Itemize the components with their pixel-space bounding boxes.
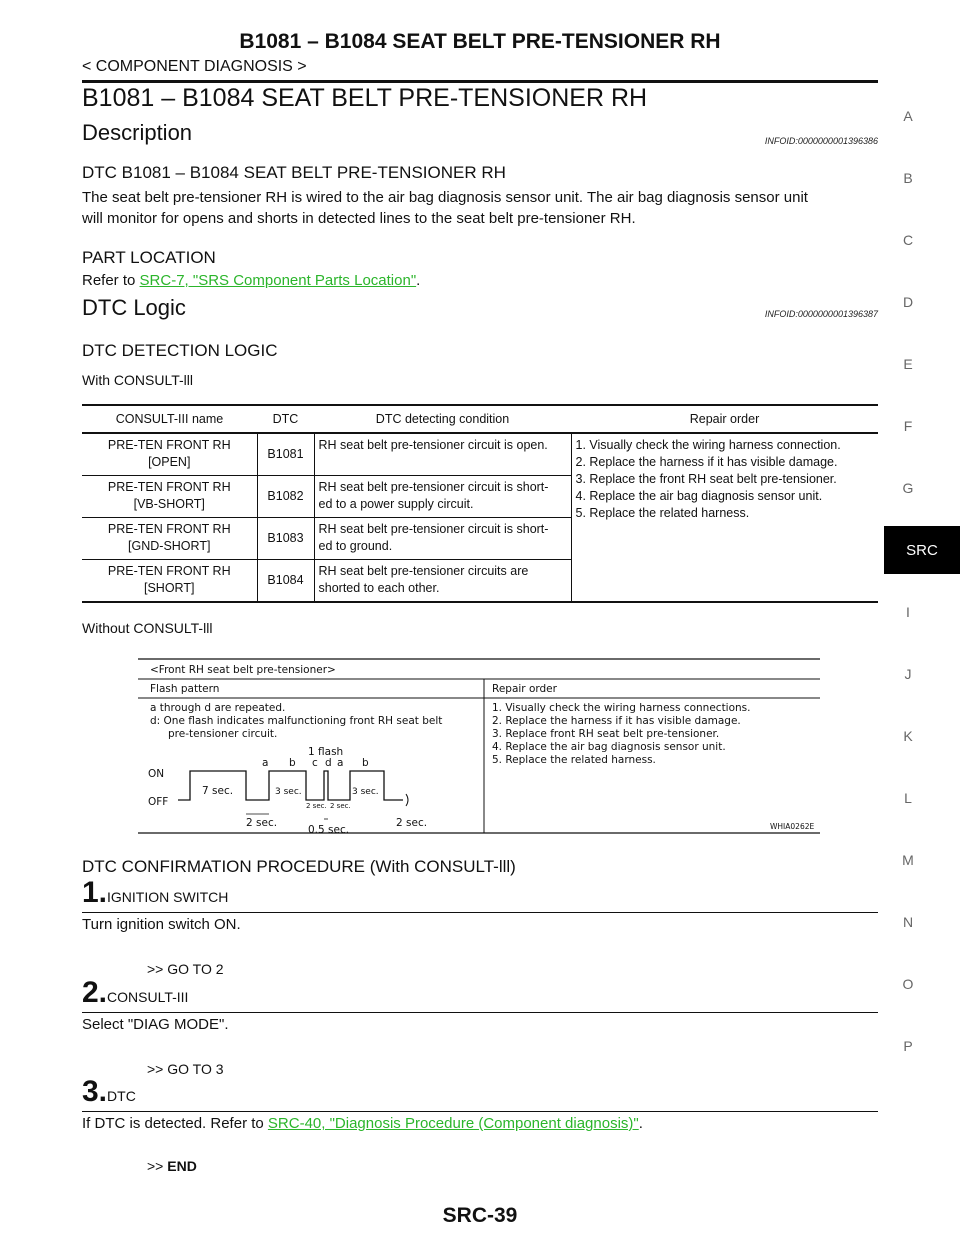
result-end: END <box>167 1158 197 1174</box>
diagram-col-flash: Flash pattern <box>150 683 220 695</box>
segment-letter: a <box>337 757 344 769</box>
dtc-description <box>82 187 882 229</box>
step-label: IGNITION SWITCH <box>107 889 229 905</box>
step-2-text: Select "DIAG MODE". <box>82 1016 229 1033</box>
repair-order-item: 1. Visually check the wiring harness connection. <box>575 438 841 452</box>
diagram-repair-item: 5. Replace the related harness. <box>492 754 656 766</box>
name-line: [OPEN] <box>148 455 191 469</box>
row-condition-cell <box>314 560 571 603</box>
step-3-text <box>82 1113 882 1134</box>
with-consult-label: With CONSULT-lll <box>82 372 193 388</box>
page-title: B1081 – B1084 SEAT BELT PRE-TENSIONER RH <box>82 84 648 112</box>
name-line: PRE-TEN FRONT RH <box>107 480 231 494</box>
repair-order-item: 3. Replace the front RH seat belt pre-tensioner. <box>575 472 837 486</box>
page-number: SRC-39 <box>442 1204 518 1227</box>
duration-label: 2 sec. <box>306 802 327 810</box>
figure-code: WHIA0262E <box>770 822 815 831</box>
condition-line: RH seat belt pre-tensioner circuits are <box>318 564 529 578</box>
header-rule <box>82 80 878 83</box>
step-number: 3. <box>82 1075 108 1108</box>
diagram-repair-item: 4. Replace the air bag diagnosis sensor unit. <box>492 741 726 753</box>
step-2-result: >> GO TO 3 <box>147 1061 224 1077</box>
diagram-title: <Front RH seat belt pre-tensioner> <box>150 664 336 676</box>
row-name-cell <box>82 560 257 603</box>
duration-label: 3 sec. <box>275 787 302 797</box>
condition-line: RH seat belt pre-tensioner circuit is short- <box>318 522 549 536</box>
diagram-repair-item: 1. Visually check the wiring harness connections. <box>492 702 751 714</box>
row-condition-cell <box>314 433 571 476</box>
dtc-table-header-row <box>82 405 878 433</box>
diagnosis-procedure-link[interactable]: SRC-40, "Diagnosis Procedure (Component diagnosis)" <box>267 1115 639 1132</box>
signal-on-label: ON <box>148 768 165 780</box>
index-letter-d[interactable]: D <box>902 294 914 310</box>
without-consult-label: Without CONSULT-lll <box>82 620 213 636</box>
repair-order-item: 2. Replace the harness if it has visible damage. <box>575 455 838 469</box>
diagram-repair-item: 2. Replace the harness if it has visible damage. <box>492 715 741 727</box>
step-label: DTC <box>107 1088 136 1104</box>
duration-label: 2 sec. <box>246 817 278 829</box>
flash-pattern-diagram <box>138 656 820 838</box>
condition-line: shorted to each other. <box>318 581 440 595</box>
step-1-header <box>82 876 228 910</box>
name-line: PRE-TEN FRONT RH <box>107 438 231 452</box>
col-header-name: CONSULT-III name <box>82 405 257 433</box>
segment-letter: b <box>289 757 296 769</box>
row-condition-cell <box>314 518 571 560</box>
index-letter-n[interactable]: N <box>902 914 914 930</box>
index-letter-m[interactable]: M <box>902 852 914 868</box>
step-1-result: >> GO TO 2 <box>147 961 224 977</box>
diagram-note: pre-tensioner circuit. <box>168 728 278 740</box>
dtc-description-line-1: The seat belt pre-tensioner RH is wired to the air bag diagnosis sensor unit. The air bag diagnosis sensor unit <box>82 189 808 206</box>
index-letter-o[interactable]: O <box>902 976 914 992</box>
running-header-subtitle: < COMPONENT DIAGNOSIS > <box>82 58 307 75</box>
step-1-text: Turn ignition switch ON. <box>82 916 241 933</box>
index-letter-p[interactable]: P <box>903 1038 913 1054</box>
row-dtc-cell: B1082 <box>257 476 314 518</box>
col-header-condition: DTC detecting condition <box>314 405 571 433</box>
step-rule <box>82 1111 878 1112</box>
row-name-cell <box>82 433 257 476</box>
col-header-dtc: DTC <box>257 405 314 433</box>
index-letter-k[interactable]: K <box>903 728 913 744</box>
duration-label: 3 sec. <box>352 787 379 797</box>
index-letter-j[interactable]: J <box>904 666 912 682</box>
diagram-repair-item: 3. Replace front RH seat belt pre-tensioner. <box>492 728 720 740</box>
duration-label: 7 sec. <box>202 785 234 797</box>
segment-letter: b <box>362 757 369 769</box>
row-dtc-cell: B1083 <box>257 518 314 560</box>
duration-label: 2 sec. <box>396 817 428 829</box>
row-dtc-cell: B1084 <box>257 560 314 603</box>
signal-off-label: OFF <box>148 796 169 808</box>
part-location-prefix: Refer to <box>82 272 140 289</box>
dtc-description-line-2: will monitor for opens and shorts in detected lines to the seat belt pre-tensioner RH. <box>82 210 636 227</box>
confirmation-heading: DTC CONFIRMATION PROCEDURE (With CONSULT-lll) <box>82 857 516 876</box>
dtc-table <box>82 404 878 603</box>
step-2-header <box>82 976 188 1010</box>
col-header-repair: Repair order <box>571 405 878 433</box>
repair-order-item: 4. Replace the air bag diagnosis sensor unit. <box>575 489 823 503</box>
segment-letter: a <box>262 757 269 769</box>
index-letter-i[interactable]: I <box>906 604 910 620</box>
condition-line: RH seat belt pre-tensioner circuit is open. <box>318 438 548 452</box>
step-number: 1. <box>82 876 108 909</box>
step-3-prefix: If DTC is detected. Refer to <box>82 1115 268 1132</box>
row-condition-cell <box>314 476 571 518</box>
name-line: [VB-SHORT] <box>133 497 205 511</box>
name-line: [GND-SHORT] <box>128 539 211 553</box>
row-name-cell <box>82 518 257 560</box>
index-letter-a[interactable]: A <box>903 108 913 124</box>
duration-label: 2 sec. <box>330 802 351 810</box>
duration-label: 0.5 sec. <box>308 824 350 836</box>
part-location-heading: PART LOCATION <box>82 248 216 267</box>
name-line: PRE-TEN FRONT RH <box>107 522 231 536</box>
dtc-logic-infoid: INFOID:0000000001396387 <box>764 309 878 319</box>
condition-line: ed to a power supply circuit. <box>318 497 474 511</box>
repair-order-item: 5. Replace the related harness. <box>575 506 750 520</box>
row-dtc-cell: B1081 <box>257 433 314 476</box>
step-number: 2. <box>82 976 108 1009</box>
condition-line: ed to ground. <box>318 539 393 553</box>
condition-line <box>319 454 567 471</box>
table-row <box>82 433 878 476</box>
dtc-logic-heading: DTC Logic <box>82 295 186 320</box>
segment-letter: c <box>312 757 318 769</box>
running-header-title: B1081 – B1084 SEAT BELT PRE-TENSIONER RH <box>239 30 721 53</box>
dtc-subheading: DTC B1081 – B1084 SEAT BELT PRE-TENSIONER RH <box>82 163 506 182</box>
index-tab-src[interactable]: SRC <box>884 526 960 574</box>
repair-order-cell <box>571 433 878 602</box>
row-name-cell <box>82 476 257 518</box>
step-label: CONSULT-III <box>107 989 189 1005</box>
diagram-col-repair: Repair order <box>492 683 557 695</box>
index-letter-f[interactable]: F <box>903 418 913 434</box>
detection-logic-heading: DTC DETECTION LOGIC <box>82 341 278 360</box>
step-3-suffix: . <box>638 1115 643 1132</box>
diagram-note: d: One flash indicates malfunctioning front RH seat belt <box>150 715 443 727</box>
segment-letter: d <box>325 757 332 769</box>
step-rule <box>82 912 878 913</box>
index-letter-b[interactable]: B <box>903 170 913 186</box>
diagram-note: a through d are repeated. <box>150 702 286 714</box>
description-infoid: INFOID:0000000001396386 <box>764 136 878 146</box>
part-location-suffix: . <box>416 272 421 289</box>
break-mark <box>406 794 408 806</box>
index-letter-e[interactable]: E <box>903 356 913 372</box>
part-location-text <box>82 270 882 291</box>
step-rule <box>82 1012 878 1013</box>
name-line: PRE-TEN FRONT RH <box>107 564 231 578</box>
condition-line: RH seat belt pre-tensioner circuit is short- <box>318 480 549 494</box>
index-letter-c[interactable]: C <box>902 232 914 248</box>
description-heading: Description <box>82 120 193 145</box>
result-prefix: >> <box>147 1158 168 1174</box>
flash-label: 1 flash <box>308 746 344 758</box>
step-3-header <box>82 1075 136 1109</box>
step-3-result <box>147 1158 197 1174</box>
name-line: [SHORT] <box>144 581 195 595</box>
part-location-link[interactable]: SRC-7, "SRS Component Parts Location" <box>139 272 417 289</box>
index-letter-g[interactable]: G <box>902 480 914 496</box>
index-letter-l[interactable]: L <box>904 790 912 806</box>
